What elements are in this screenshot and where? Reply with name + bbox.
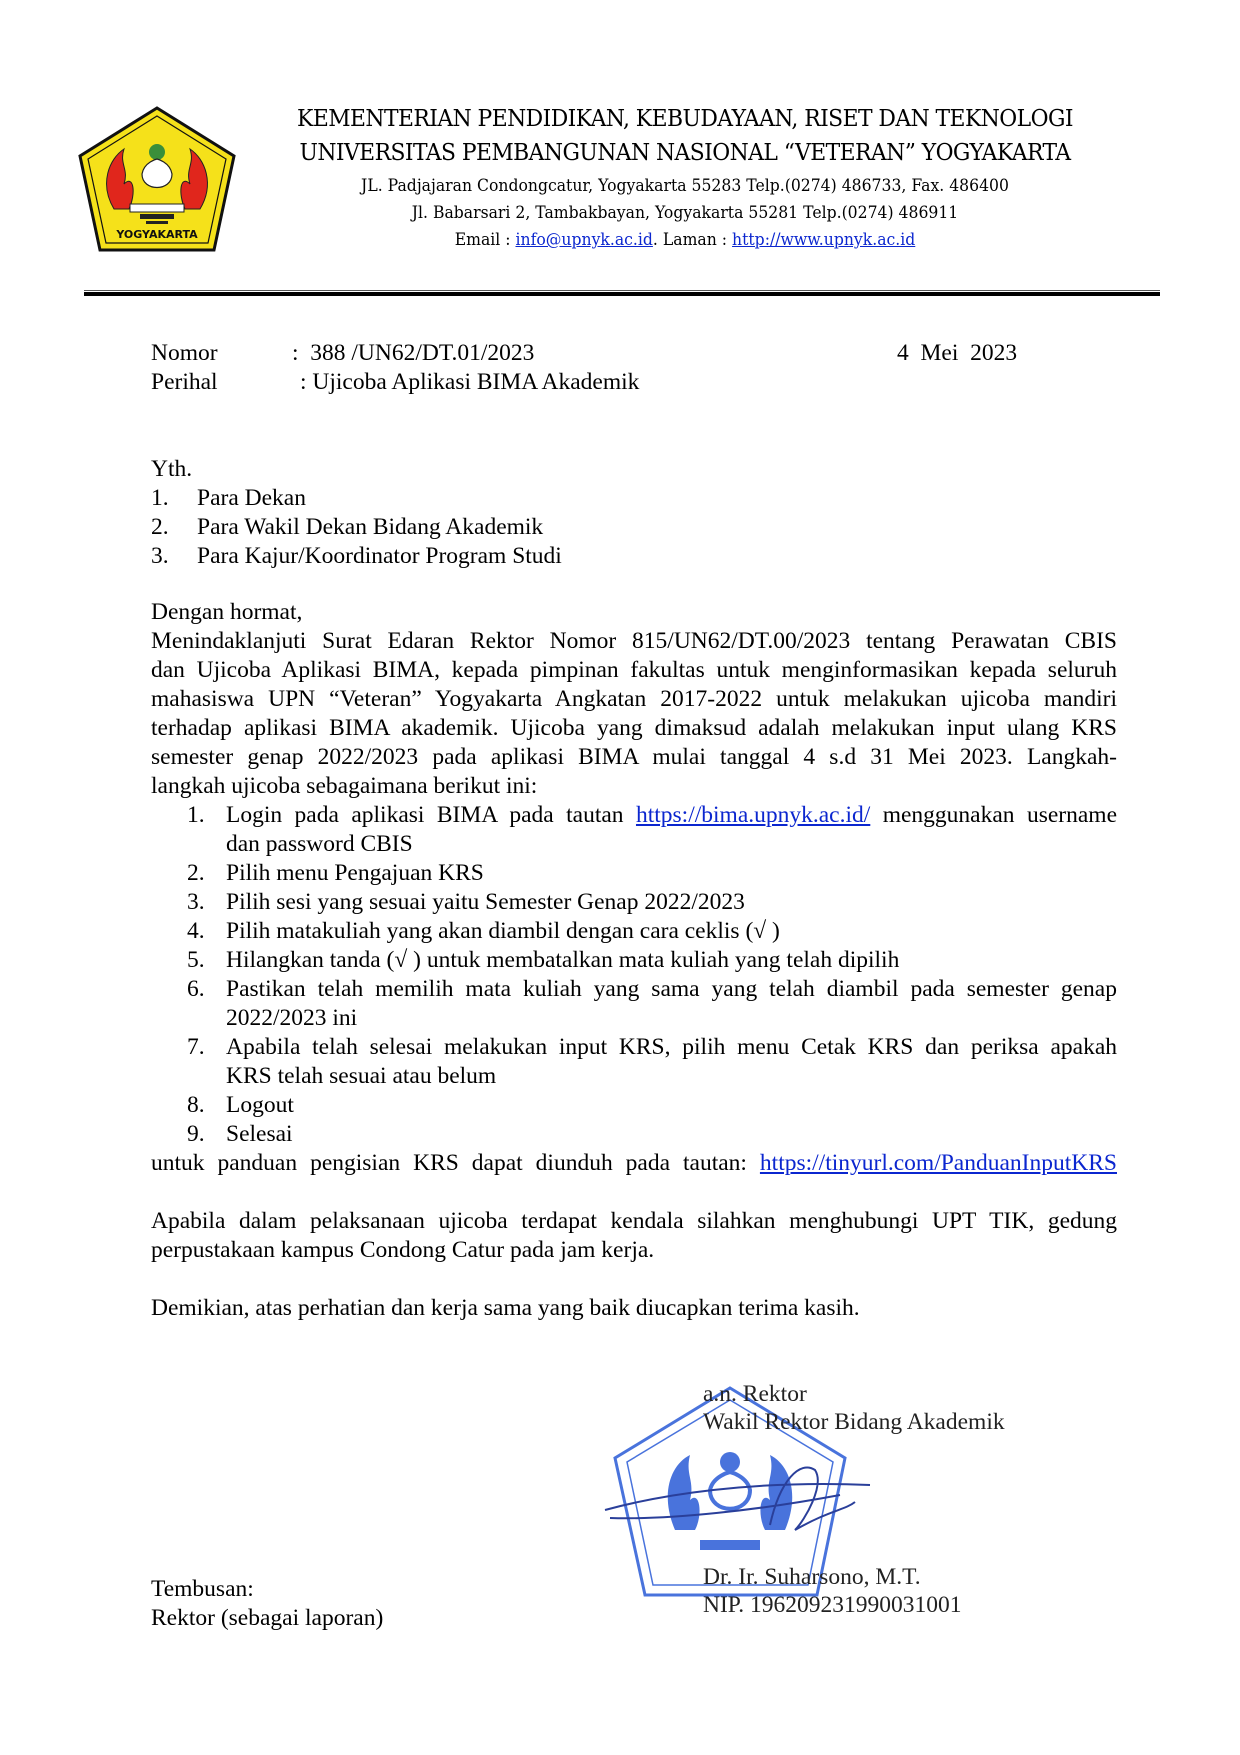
signature-position: Wakil Rektor Bidang Akademik — [703, 1409, 1005, 1435]
step-item — [151, 1033, 1117, 1062]
step-text: Selesai — [226, 1121, 293, 1147]
handwritten-signature-icon — [600, 1440, 880, 1550]
step-text: 2022/2023 ini — [226, 1005, 358, 1031]
closing-line: Demikian, atas perhatian dan kerja sama yang baik diucapkan terima kasih. — [151, 1295, 860, 1321]
recipient-label: Para Dekan — [197, 485, 306, 511]
recipient-list — [151, 484, 562, 571]
guide-link[interactable]: https://tinyurl.com/PanduanInputKRS — [759, 1150, 1117, 1176]
step-item-cont — [151, 1062, 1117, 1091]
step-num: 2. — [187, 860, 205, 886]
greeting: Dengan hormat, — [151, 599, 303, 625]
address-line-1: JL. Padjajaran Condongcatur, Yogyakarta 55283 Telp.(0274) 486733, Fax. 486400 — [361, 176, 1009, 196]
contact-paragraph-line: Apabila dalam pelaksanaan ujicoba terdapat kendala silahkan menghubungi UPT TIK, gedung — [151, 1208, 1117, 1234]
step-num: 4. — [187, 918, 205, 944]
svg-text:YOGYAKARTA: YOGYAKARTA — [116, 228, 198, 241]
letter-body — [151, 598, 1117, 1323]
perihal-label: Perihal — [151, 369, 218, 395]
letter-date: 4 Mei 2023 — [897, 340, 1018, 366]
nomor-label: Nomor — [151, 340, 218, 366]
ministry-name: KEMENTERIAN PENDIDIKAN, KEBUDAYAAN, RISET DAN TEKNOLOGI — [297, 104, 1073, 132]
guide-line — [151, 1149, 1117, 1178]
recipient-label: Para Wakil Dekan Bidang Akademik — [197, 514, 544, 540]
university-logo — [74, 104, 240, 256]
recipient-item — [151, 513, 562, 542]
step-text: Pilih matakuliah yang akan diambil dengan cara ceklis (√ ) — [226, 918, 780, 944]
step-text: KRS telah sesuai atau belum — [226, 1063, 497, 1089]
intro-line: mahasiswa UPN “Veteran” Yogyakarta Angkatan 2017-2022 untuk melakukan ujicoba mandiri — [151, 686, 1117, 712]
signatory-name: Dr. Ir. Suharsono, M.T. — [703, 1564, 921, 1590]
step-text: Apabila telah selesai melakukan input KRS, pilih menu Cetak KRS dan periksa apakah — [226, 1034, 1117, 1060]
step-item-cont — [151, 830, 1117, 859]
intro-line: terhadap aplikasi BIMA akademik. Ujicoba yang dimaksud adalah melakukan input ulang KRS — [151, 715, 1117, 741]
step-num: 8. — [187, 1092, 205, 1118]
intro-line: langkah ujicoba sebagaimana berikut ini: — [151, 773, 538, 799]
contact-paragraph-line: perpustakaan kampus Condong Catur pada jam kerja. — [151, 1237, 655, 1263]
letterhead-divider-thin — [84, 290, 1160, 291]
step-num: 7. — [187, 1034, 205, 1060]
steps-list — [151, 801, 1117, 1149]
step-item — [151, 1120, 1117, 1149]
step-item-cont — [151, 1004, 1117, 1033]
step-text: Pilih sesi yang sesuai yaitu Semester Genap 2022/2023 — [226, 889, 745, 915]
signatory-nip: NIP. 196209231990031001 — [703, 1592, 962, 1618]
email-label: Email : — [454, 230, 516, 250]
step-text: Login pada aplikasi BIMA pada tautan — [226, 802, 636, 828]
website-link[interactable]: http://www.upnyk.ac.id — [732, 230, 916, 250]
step-item — [151, 917, 1117, 946]
step-item — [151, 859, 1117, 888]
perihal-value: : Ujicoba Aplikasi BIMA Akademik — [300, 369, 640, 395]
step-item — [151, 975, 1117, 1004]
recipient-num: 3. — [151, 543, 169, 569]
nomor-value: : 388 /UN62/DT.01/2023 — [292, 340, 535, 366]
intro-line: semester genap 2022/2023 pada aplikasi BIMA mulai tanggal 4 s.d 31 Mei 2023. Langkah- — [151, 744, 1117, 770]
signature-on-behalf: a.n. Rektor — [703, 1381, 807, 1407]
step-text: Logout — [226, 1092, 294, 1118]
step-text: menggunakan username — [870, 802, 1117, 828]
contact-line — [266, 230, 1103, 250]
step-num: 1. — [187, 802, 205, 828]
step-num: 6. — [187, 976, 205, 1002]
cc-recipient: Rektor (sebagai laporan) — [151, 1605, 384, 1631]
handwritten-signature — [600, 1440, 880, 1550]
recipient-item — [151, 542, 562, 571]
step-item — [151, 801, 1117, 830]
step-item — [151, 946, 1117, 975]
salutation: Yth. — [151, 456, 193, 482]
step-text: Pastikan telah memilih mata kuliah yang sama yang telah diambil pada semester genap — [226, 976, 1117, 1002]
step-num: 9. — [187, 1121, 205, 1147]
step-item — [151, 888, 1117, 917]
intro-line: Menindaklanjuti Surat Edaran Rektor Nomor 815/UN62/DT.00/2023 tentang Perawatan CBIS — [151, 628, 1117, 654]
email-link[interactable]: info@upnyk.ac.id — [515, 230, 653, 250]
university-crest-icon — [74, 104, 240, 256]
step-text: dan password CBIS — [226, 831, 413, 857]
step-num: 3. — [187, 889, 205, 915]
web-label: . Laman : — [652, 230, 733, 250]
recipient-num: 1. — [151, 485, 169, 511]
letterhead-divider — [84, 292, 1160, 296]
intro-line: dan Ujicoba Aplikasi BIMA, kepada pimpinan fakultas untuk menginformasikan kepada seluruh — [151, 657, 1117, 683]
step-item — [151, 1091, 1117, 1120]
cc-label: Tembusan: — [151, 1576, 254, 1602]
university-name: UNIVERSITAS PEMBANGUNAN NASIONAL “VETERAN” YOGYAKARTA — [299, 138, 1071, 166]
recipient-item — [151, 484, 562, 513]
recipient-num: 2. — [151, 514, 169, 540]
guide-text: untuk panduan pengisian KRS dapat diunduh pada tautan: — [151, 1150, 760, 1176]
step-text: Hilangkan tanda (√ ) untuk membatalkan mata kuliah yang telah dipilih — [226, 947, 900, 973]
bima-link[interactable]: https://bima.upnyk.ac.id/ — [635, 802, 871, 828]
address-line-2: Jl. Babarsari 2, Tambakbayan, Yogyakarta 55281 Telp.(0274) 486911 — [411, 203, 959, 223]
recipient-label: Para Kajur/Koordinator Program Studi — [197, 543, 562, 569]
step-text: Pilih menu Pengajuan KRS — [226, 860, 484, 886]
step-num: 5. — [187, 947, 205, 973]
